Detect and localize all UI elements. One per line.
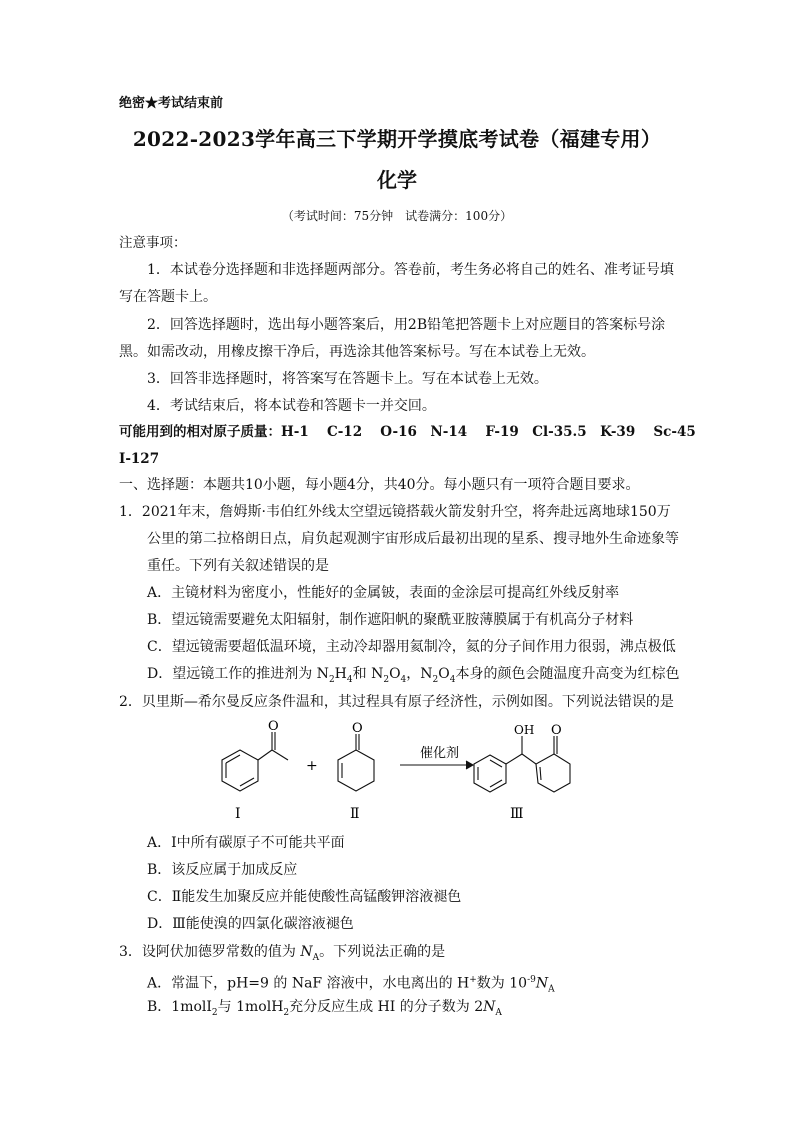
q2-option-b: B．该反应属于加成反应	[147, 862, 298, 878]
q3-option-a: A．常温下，pH=9 的 NaF 溶液中，水电离出的 H+数为 $10^{-9}N_A$	[147, 975, 555, 995]
atomic-masses: 可能用到的相对原子质量：H-1 C-12 O-16 N-14 F-19 Cl-35.5 K-39 Sc-45	[119, 424, 696, 440]
atomic-masses-cont: I-127	[119, 451, 160, 467]
notice-item-2-cont: 黑。如需改动，用橡皮擦干净后，再选涂其他答案标号。写在本试卷上无效。	[119, 344, 595, 360]
notice-item-1: 1．本试卷分选择题和非选择题两部分。答卷前，考生务必将自己的姓名、准考证号填	[147, 262, 674, 278]
q3-stem: 3．设阿伏加德罗常数的值为 $N_A$。下列说法正确的是	[119, 944, 446, 963]
q1-option-b: B．望远镜需要避免太阳辐射，制作遮阳帆的聚酰亚胺薄膜属于有机高分子材料	[147, 612, 634, 628]
q1-stem-cont: 公里的第二拉格朗日点，肩负起观测宇宙形成后最初出现的星系、搜寻地外生命迹象等	[147, 531, 679, 547]
oxygen-label-3: O	[551, 723, 562, 738]
q2-stem: 2．贝里斯—希尔曼反应条件温和，其过程具有原子经济性，示例如图。下列说法错误的是	[119, 694, 674, 710]
notice-item-2: 2．回答选择题时，选出每小题答案后，用2B铅笔把答题卡上对应题目的答案标号涂	[147, 317, 666, 333]
compound-label-3: Ⅲ	[510, 806, 524, 822]
compound-label-2: Ⅱ	[350, 806, 360, 822]
oxygen-label-2: O	[352, 721, 363, 736]
notice-item-4: 4．考试结束后，将本试卷和答题卡一并交回。	[147, 398, 436, 414]
q1-option-a: A．主镜材料为密度小，性能好的金属铍，表面的金涂层可提高红外线反射率	[147, 585, 620, 601]
subject-title: 化学	[377, 168, 417, 192]
hydroxyl-label: OH	[514, 723, 535, 737]
exam-title: 2022-2023学年高三下学期开学摸底考试卷（福建专用）	[132, 127, 662, 151]
q2-option-d: D．Ⅲ能使溴的四氯化碳溶液褪色	[147, 916, 354, 932]
exam-meta: （考试时间：75分钟 试卷满分：100分）	[281, 209, 513, 223]
cyclohexenone-ring	[338, 750, 374, 791]
compound-label-1: Ⅰ	[235, 806, 241, 822]
confidential-mark: 绝密★考试结束前	[119, 96, 224, 111]
cyclohexenone-ring-3	[536, 754, 570, 792]
notice-item-3: 3．回答非选择题时，将答案写在答题卡上。写在本试卷上无效。	[147, 371, 548, 387]
q2-option-a: A．Ⅰ中所有碳原子不可能共平面	[147, 835, 345, 851]
q1-stem: 1．2021年末，詹姆斯·韦伯红外线太空望远镜搭载火箭发射升空，将奔赴远离地球150万	[119, 504, 671, 520]
catalyst-label: 催化剂	[420, 746, 460, 761]
q1-option-c: C．望远镜需要超低温环境，主动冷却器用氦制冷，氦的分子间作用力很弱，沸点极低	[147, 639, 676, 655]
q3-option-b: B．1molI$_2$与 1molH$_2$充分反应生成 HI 的分子数为 $2N_A$	[147, 999, 502, 1018]
benzene-ring-1	[222, 750, 258, 791]
notice-heading: 注意事项：	[119, 235, 187, 251]
section-heading: 一、选择题：本题共10小题，每小题4分，共40分。每小题只有一项符合题目要求。	[119, 477, 640, 493]
q2-option-c: C．Ⅱ能发生加聚反应并能使酸性高锰酸钾溶液褪色	[147, 889, 462, 905]
oxygen-label-1: O	[268, 720, 279, 734]
q1-stem-cont2: 重任。下列有关叙述错误的是	[147, 558, 329, 574]
plus-sign: +	[306, 758, 318, 774]
reaction-scheme	[210, 720, 590, 825]
notice-item-1-cont: 写在答题卡上。	[119, 289, 217, 305]
q1-option-d: D．望远镜工作的推进剂为 $N_2H_4$和 $N_2O_4$，$N_2O_4$本身的颜色会随温度升高变为红棕色	[147, 666, 680, 685]
